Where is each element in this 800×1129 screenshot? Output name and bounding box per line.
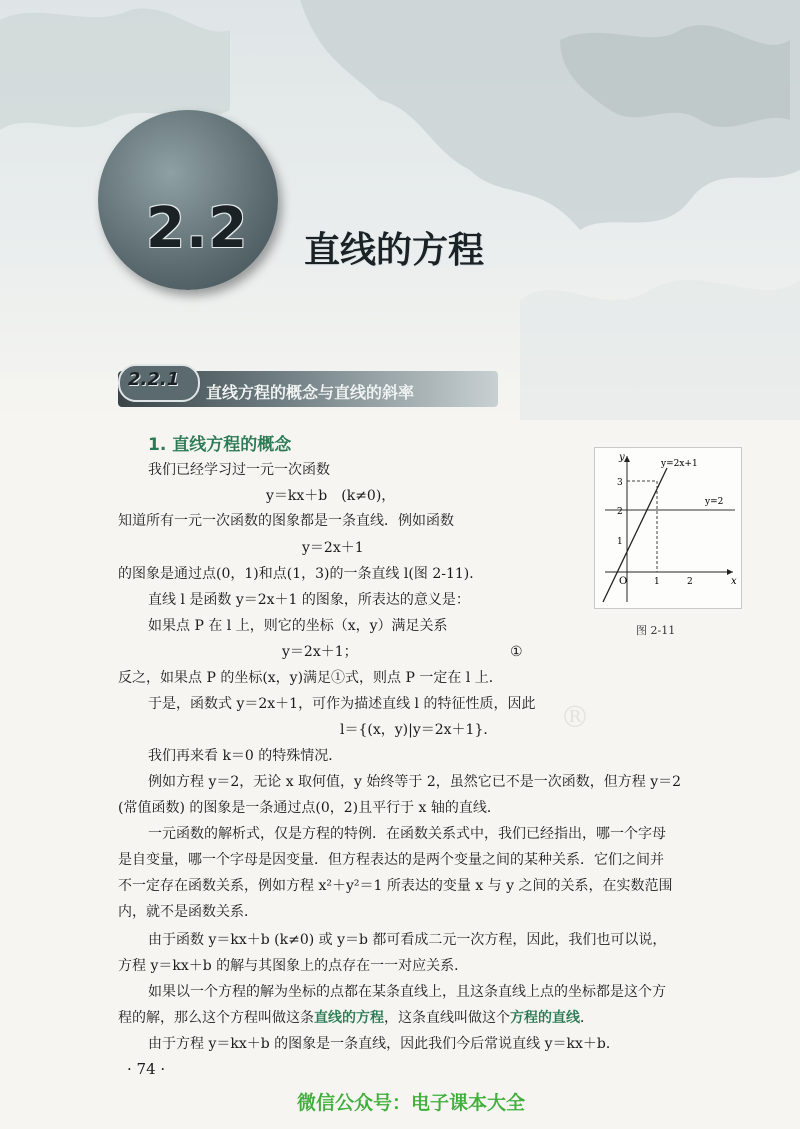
text-line: 不一定存在函数关系，例如方程 x²＋y²＝1 所表达的变量 x 与 y 之间的关系，在实数范围 — [118, 878, 673, 894]
y-axis-label: y — [619, 452, 625, 463]
figure-caption: 图 2-11 — [636, 624, 676, 637]
y-tick: 3 — [617, 478, 623, 488]
line1-label: y=2x+1 — [661, 459, 698, 469]
x-axis-arrow — [727, 569, 733, 575]
term-line-equation: 直线的方程 — [314, 1010, 384, 1026]
line2-label: y=2 — [705, 497, 724, 507]
figure-2-11 — [594, 447, 742, 609]
y-tick: 2 — [617, 507, 623, 517]
definition-line — [118, 1008, 594, 1028]
term-equation-line: 方程的直线 — [510, 1010, 580, 1026]
text-line: 我们已经学习过一元一次函数 — [148, 462, 330, 478]
text-line: 由于方程 y＝kx＋b 的图象是一条直线，因此我们今后常说直线 y＝kx＋b． — [148, 1036, 620, 1052]
text-line: 方程 y＝kx＋b 的解与其图象上的点存在一一对应关系． — [118, 958, 469, 974]
x-tick: 2 — [687, 577, 693, 587]
x-tick: 1 — [654, 577, 660, 587]
figure-graph — [595, 448, 741, 608]
definition-text: 程的解，那么这个方程叫做这条 — [118, 1010, 314, 1026]
formula-line: y＝kx＋b (k≠0)， — [266, 488, 396, 504]
definition-text: ． — [580, 1010, 594, 1026]
origin-label: O — [619, 576, 628, 587]
x-axis-label: x — [731, 576, 737, 587]
formula-line: l＝{(x，y)|y＝2x＋1}． — [340, 722, 498, 738]
text-line: 内，就不是函数关系． — [118, 904, 258, 920]
definition-text: ，这条直线叫做这个 — [384, 1010, 510, 1026]
text-line: 一元函数的解析式，仅是方程的特例．在函数关系式中，我们已经指出，哪一个字母 — [148, 826, 666, 842]
text-line: 例如方程 y＝2，无论 x 取何值，y 始终等于 2，虽然它已不是一次函数，但方程 y＝2 — [148, 774, 682, 790]
page-number: · 74 · — [127, 1060, 166, 1078]
section-number: 2.2 — [146, 196, 249, 261]
background-stamp: ® — [560, 700, 590, 735]
subsection-title: 直线方程的概念与直线的斜率 — [206, 383, 415, 402]
section-title: 直线的方程 — [304, 230, 485, 271]
y-tick: 1 — [617, 537, 623, 547]
text-line: 如果以一个方程的解为坐标的点都在某条直线上，且这条直线上点的坐标都是这个方 — [148, 984, 666, 1000]
text-line: 是自变量，哪一个字母是因变量．但方程表达的是两个变量之间的某种关系．它们之间并 — [118, 852, 664, 868]
subsection-number: 2.2.1 — [128, 369, 180, 390]
text-line: 知道所有一元一次函数的图象都是一条直线．例如函数 — [118, 513, 454, 529]
text-line: 于是，函数式 y＝2x＋1，可作为描述直线 l 的特征性质，因此 — [148, 696, 536, 712]
text-line: 直线 l 是函数 y＝2x＋1 的图象，所表达的意义是： — [148, 592, 470, 608]
text-line: 反之，如果点 P 的坐标(x，y)满足①式，则点 P 一定在 l 上． — [118, 670, 503, 686]
text-line: 我们再来看 k＝0 的特殊情况． — [148, 748, 343, 764]
formula-line: y＝2x＋1； — [282, 644, 358, 660]
y-axis-arrow — [624, 456, 630, 462]
watermark-text: 微信公众号：电子课本大全 — [297, 1092, 526, 1114]
text-line: 的图象是通过点(0，1)和点(1，3)的一条直线 l(图 2-11)． — [118, 566, 484, 582]
text-line: (常值函数) 的图象是一条通过点(0，2)且平行于 x 轴的直线． — [118, 800, 501, 816]
equation-tag: ① — [510, 644, 523, 660]
text-line: 由于函数 y＝kx＋b (k≠0) 或 y＝b 都可看成二元一次方程，因此，我们也可以说， — [148, 932, 667, 948]
heading-line-equation-concept: 1. 直线方程的概念 — [148, 435, 292, 455]
formula-line: y＝2x＋1 — [302, 540, 364, 556]
text-line: 如果点 P 在 l 上，则它的坐标（x，y）满足关系 — [148, 618, 448, 634]
